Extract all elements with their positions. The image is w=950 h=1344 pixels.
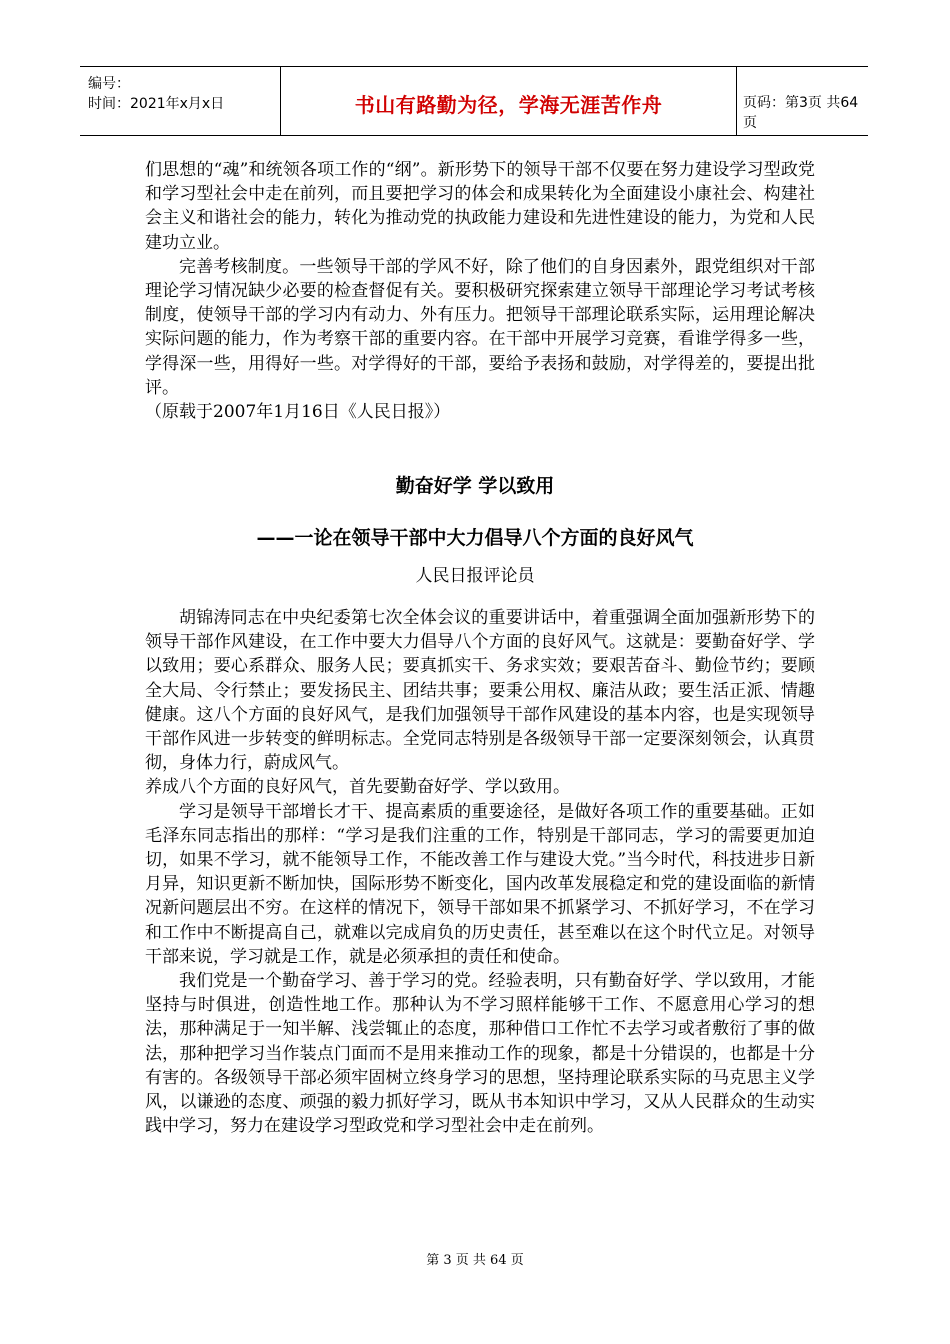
paragraph: 胡锦涛同志在中央纪委第七次全体会议的重要讲话中，着重强调全面加强新形势下的领导干部作风建设，在工作中要大力倡导八个方面的良好风气。这就是：要勤奋好学、学以致用；要心系群众、服务人民；要真抓实干、务求实效；要艰苦奋斗、勤俭节约；要顾全大局、令行禁止；要发扬民主、团结共事；要秉公用权、廉洁从政；要生活正派、情趣健康。这八个方面的良好风气，是我们加强领导干部作风建设的基本内容，也是实现领导干部作风进一步转变的鲜明标志。全党同志特别是各级领导干部一定要深刻领会，认真贯彻，身体力行，蔚成风气。 [145, 608, 815, 774]
header-motto: 书山有路勤为径，学海无涯苦作舟 [354, 93, 663, 117]
paragraph: 我们党是一个勤奋学习、善于学习的党。经验表明，只有勤奋好学、学以致用，才能坚持与时俱进，创造性地工作。那种认为不学习照样能够干工作、不愿意用心学习的想法，那种满足于一知半解、浅尝辄止的态度，那种借口工作忙不去学习或者敷衍了事的做法，那种把学习当作装点门面而不是用来推动工作的现象，都是十分错误的，也都是十分有害的。各级领导干部必须牢固树立终身学习的思想，坚持理论联系实际的马克思主义学风，以谦逊的态度、顽强的毅力抓好学习，既从书本知识中学习，又从人民群众的生动实践中学习，努力在建设学习型政党和学习型社会中走在前列。 [145, 971, 815, 1137]
paragraph: 们思想的“魂”和统领各项工作的“纲”。新形势下的领导干部不仅要在努力建设学习型政党和学习型社会中走在前列，而且要把学习的体会和成果转化为全面建设小康社会、构建社会主义和谐社会的能力，转化为推动党的执政能力建设和先进性建设的能力，为党和人民建功立业。 [145, 160, 815, 253]
paragraph: 完善考核制度。一些领导干部的学风不好，除了他们的自身因素外，跟党组织对干部理论学习情况缺少必要的检查督促有关。要积极研究探索建立领导干部理论学习考试考核制度，使领导干部的学习内有动力、外有压力。把领导干部理论联系实际，运用理论解决实际问题的能力，作为考察干部的重要内容。在干部中开展学习竞赛，看谁学得多一些，学得深一些，用得好一些。对学得好的干部，要给予表扬和鼓励，对学得差的，要提出批评。 [145, 256, 815, 398]
article-title: 勤奋好学 学以致用 [395, 475, 555, 497]
header-page-label: 页码：第3页 共64页 [743, 95, 859, 131]
doc-number-label: 编号： [88, 76, 130, 92]
header-page-cell [737, 67, 868, 135]
article-byline: 人民日报评论员 [415, 566, 535, 586]
article-body [145, 606, 815, 1138]
article-subtitle: ——一论在领导干部中大力倡导八个方面的良好风气 [256, 527, 694, 549]
source-citation: （原载于2007年1月16日《人民日报》） [145, 402, 451, 423]
page-header [80, 66, 868, 136]
paragraph: 学习是领导干部增长才干、提高素质的重要途径，是做好各项工作的重要基础。正如毛泽东同志指出的那样：“学习是我们注重的工作，特别是干部同志，学习的需要更加迫切，如果不学习，就不能领导工作，不能改善工作与建设大党。”当今时代，科技进步日新月异，知识更新不断加快，国际形势不断变化，国内改革发展稳定和党的建设面临的新情况新问题层出不穷。在这样的情况下，领导干部如果不抓紧学习、不抓好学习，不在学习和工作中不断提高自己，就难以完成肩负的历史责任，甚至难以在这个时代立足。对领导干部来说，学习就是工作，就是必须承担的责任和使命。 [145, 801, 815, 967]
page-footer: 第 3 页 共 64 页 [426, 1253, 524, 1268]
header-motto-cell [281, 67, 737, 135]
paragraph: 养成八个方面的良好风气，首先要勤奋好学、学以致用。 [145, 777, 570, 798]
header-meta-cell [80, 67, 281, 135]
doc-date-label: 时间：2021年x月x日 [88, 96, 225, 112]
continued-section [145, 158, 815, 424]
